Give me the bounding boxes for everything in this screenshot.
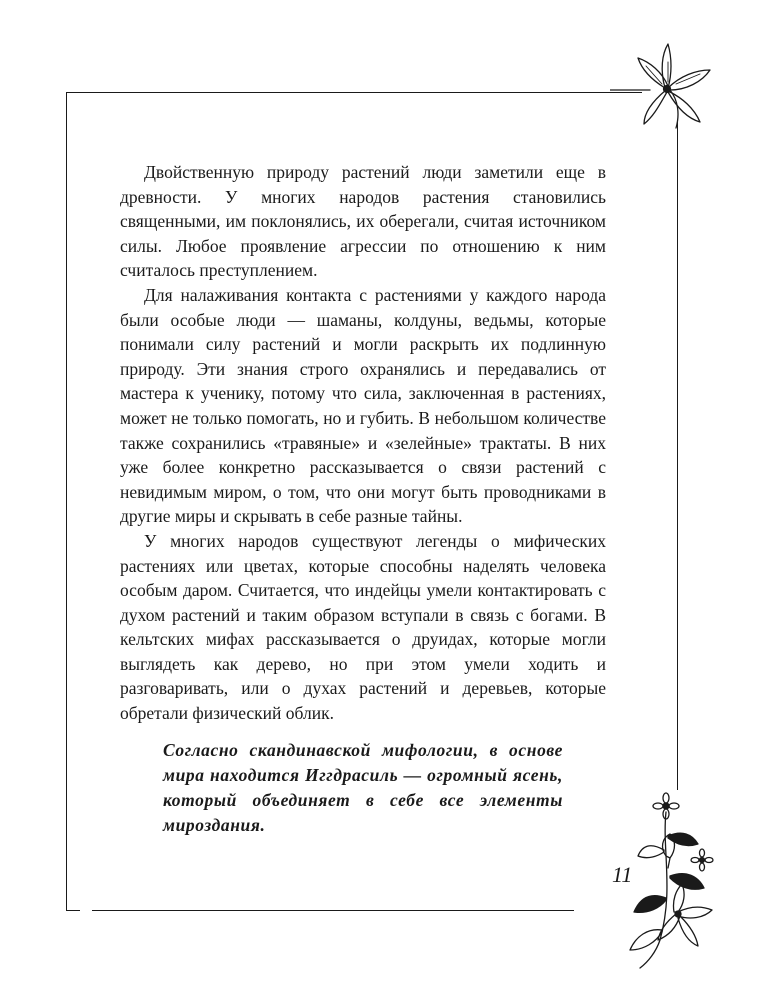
- paragraph-2: Для налаживания контакта с растениями у каждого народа были особые люди — шаманы, колдуны, ведьмы, которые понимали силу растений и могли раскрыть их подлинную природу. Эти знания строго охранялись и передавались от мастера к ученику, потому что сила, заключенная в растениях, может не только помогать, но и губить. В небольшом количестве также сохранились «травяные» и «зелейные» трактаты. В них уже более конкретно рассказывается о связи растений с невидимым миром, о том, что они могут быть проводниками в другие миры и скрывать в себе разные тайны.: [120, 284, 606, 527]
- paragraph-3: У многих народов существуют легенды о мифических растениях или цветах, которые способны наделять человека особым даром. Считается, что индейцы умели контактировать с духом растений и таким образом вступали в связь с богами. В кельтских мифах рассказывается о друидах, которые могли выглядеть как дерево, но при этом умели ходить и разговаривать, или о духах растений и деревьев, которые обретали физический облик.: [120, 530, 606, 724]
- frame-top-line: [66, 92, 642, 93]
- page-number: 11: [612, 862, 633, 887]
- lily-lower-icon: [658, 884, 712, 946]
- petal-lower-left: [644, 90, 667, 124]
- paragraph-1: Двойственную природу растений люди заметили еще в древности. У многих народов растения становились священными, им поклонялись, их оберегали, считая источником силы. Любое проявление агрессии по отношению к ним считалось преступлением.: [120, 162, 606, 281]
- leaf: [638, 846, 664, 858]
- leaf: [670, 874, 704, 890]
- daisy-right-icon: [691, 849, 713, 871]
- body-text: [120, 160, 606, 726]
- petal-lower-right: [668, 92, 700, 122]
- floral-branch-icon: [590, 790, 720, 970]
- leaf: [668, 833, 698, 845]
- petal-top: [662, 44, 671, 88]
- callout-quote: Согласно скандинавской мифологии, в основе мира находится Иггдрасиль — огромный ясень, который объединяет в себе все элементы мироздания.: [163, 740, 563, 835]
- frame-bottom-line: [92, 910, 574, 911]
- frame-left-line: [66, 92, 67, 910]
- flower-center: [664, 86, 671, 93]
- branch-stem: [640, 812, 667, 968]
- leaf: [634, 896, 666, 913]
- frame-bottom-stub: [66, 910, 80, 911]
- lily-flower-icon: [610, 40, 730, 130]
- petal-right: [668, 70, 710, 90]
- frame-right-line: [677, 120, 678, 790]
